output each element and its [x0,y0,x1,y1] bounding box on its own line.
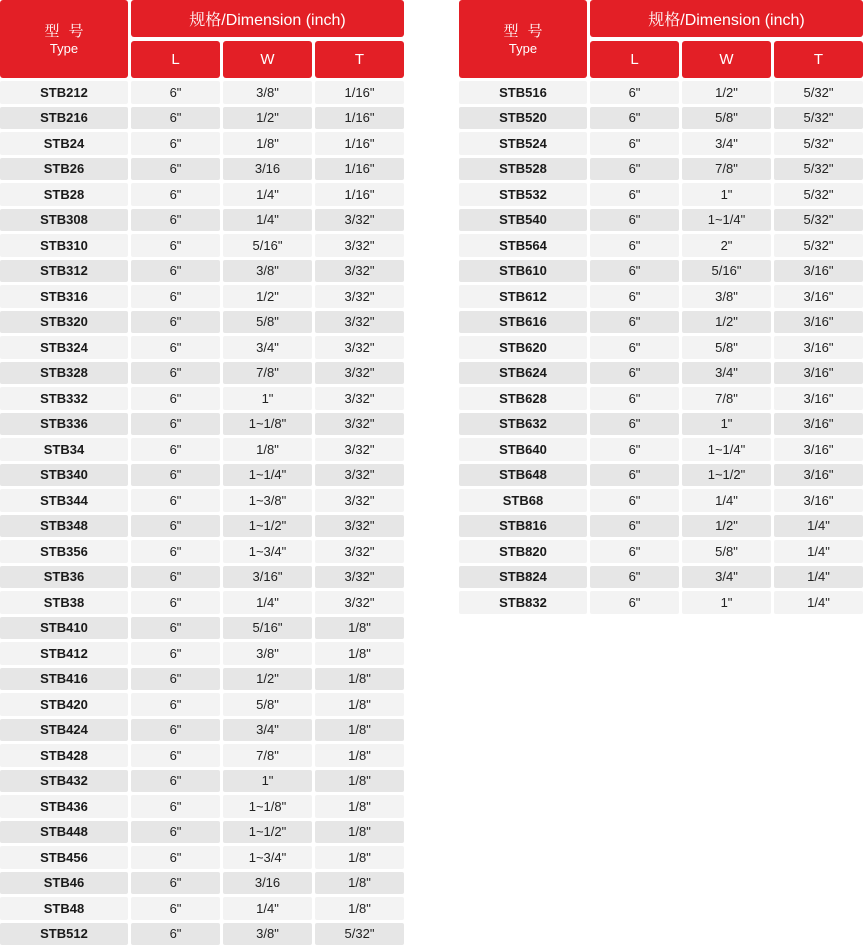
length-cell: 6" [131,540,220,563]
width-cell: 5/8" [223,693,312,716]
width-cell: 1/4" [223,209,312,232]
thickness-cell: 3/32" [315,234,404,257]
length-cell: 6" [131,617,220,640]
width-cell: 3/4" [682,132,771,155]
length-cell: 6" [590,183,679,206]
width-cell: 1~1/4" [223,464,312,487]
thickness-cell: 3/32" [315,540,404,563]
width-cell: 5/16" [223,617,312,640]
type-cell: STB628 [459,387,587,410]
width-cell: 7/8" [682,158,771,181]
thickness-cell: 3/32" [315,464,404,487]
thickness-cell: 3/32" [315,387,404,410]
thickness-cell: 1/8" [315,897,404,920]
type-cell: STB46 [0,872,128,895]
length-cell: 6" [131,770,220,793]
length-cell: 6" [590,107,679,130]
length-cell: 6" [131,744,220,767]
length-cell: 6" [131,81,220,104]
type-cell: STB412 [0,642,128,665]
width-cell: 1/2" [682,81,771,104]
length-cell: 6" [131,260,220,283]
length-cell: 6" [131,668,220,691]
length-cell: 6" [590,311,679,334]
spec-table-right [459,0,863,614]
width-cell: 5/8" [682,540,771,563]
length-cell: 6" [131,132,220,155]
width-cell: 1/8" [223,132,312,155]
thickness-cell: 5/32" [774,81,863,104]
thickness-cell: 3/16" [774,387,863,410]
thickness-cell: 1/4" [774,591,863,614]
width-cell: 5/16" [223,234,312,257]
width-cell: 3/8" [682,285,771,308]
type-cell: STB624 [459,362,587,385]
width-cell: 1" [682,413,771,436]
type-cell: STB36 [0,566,128,589]
width-cell: 1/2" [223,285,312,308]
length-cell: 6" [590,81,679,104]
width-cell: 5/8" [223,311,312,334]
length-cell: 6" [590,158,679,181]
length-cell: 6" [131,719,220,742]
type-cell: STB68 [459,489,587,512]
width-cell: 1/4" [223,183,312,206]
thickness-cell: 1/4" [774,540,863,563]
type-cell: STB420 [0,693,128,716]
length-cell: 6" [590,413,679,436]
thickness-cell: 3/16" [774,336,863,359]
width-cell: 7/8" [223,362,312,385]
type-cell: STB48 [0,897,128,920]
thickness-cell: 1/4" [774,566,863,589]
length-cell: 6" [131,489,220,512]
width-cell: 1/2" [682,311,771,334]
width-cell: 1~3/8" [223,489,312,512]
length-cell: 6" [131,285,220,308]
thickness-cell: 5/32" [774,234,863,257]
type-cell: STB344 [0,489,128,512]
thickness-cell: 5/32" [774,158,863,181]
thickness-cell: 3/32" [315,591,404,614]
type-cell: STB216 [0,107,128,130]
width-cell: 1~3/4" [223,540,312,563]
thickness-cell: 3/32" [315,413,404,436]
type-cell: STB38 [0,591,128,614]
length-cell: 6" [590,285,679,308]
width-cell: 3/4" [223,336,312,359]
width-cell: 1/2" [223,668,312,691]
width-cell: 3/16" [223,566,312,589]
length-cell: 6" [590,234,679,257]
length-cell: 6" [131,846,220,869]
type-cell: STB640 [459,438,587,461]
thickness-cell: 1/16" [315,158,404,181]
type-cell: STB520 [459,107,587,130]
dimension-header: 规格/Dimension (inch) [590,0,863,37]
length-cell: 6" [131,897,220,920]
length-cell: 6" [131,234,220,257]
width-cell: 3/4" [682,362,771,385]
type-cell: STB816 [459,515,587,538]
length-cell: 6" [131,464,220,487]
thickness-cell: 1/4" [774,515,863,538]
width-cell: 1/2" [223,107,312,130]
length-cell: 6" [131,591,220,614]
type-cell: STB310 [0,234,128,257]
thickness-cell: 3/32" [315,362,404,385]
type-cell: STB820 [459,540,587,563]
type-cell: STB448 [0,821,128,844]
thickness-cell: 5/32" [774,132,863,155]
type-cell: STB456 [0,846,128,869]
type-cell: STB328 [0,362,128,385]
length-cell: 6" [590,566,679,589]
type-cell: STB424 [0,719,128,742]
type-cell: STB212 [0,81,128,104]
thickness-cell: 3/16" [774,260,863,283]
type-cell: STB336 [0,413,128,436]
thickness-cell: 1/16" [315,183,404,206]
thickness-cell: 3/16" [774,413,863,436]
length-cell: 6" [131,209,220,232]
type-cell: STB564 [459,234,587,257]
length-cell: 6" [590,209,679,232]
length-cell: 6" [590,489,679,512]
type-cell: STB632 [459,413,587,436]
length-cell: 6" [131,387,220,410]
width-cell: 3/8" [223,642,312,665]
dimension-header: 规格/Dimension (inch) [131,0,404,37]
width-cell: 1~1/2" [682,464,771,487]
width-cell: 1/2" [682,515,771,538]
length-cell: 6" [590,464,679,487]
width-cell: 3/16 [223,872,312,895]
length-cell: 6" [131,362,220,385]
length-cell: 6" [590,362,679,385]
length-cell: 6" [131,693,220,716]
thickness-cell: 3/16" [774,489,863,512]
width-cell: 1/4" [223,591,312,614]
type-cell: STB610 [459,260,587,283]
length-cell: 6" [131,515,220,538]
width-cell: 3/4" [682,566,771,589]
type-cell: STB312 [0,260,128,283]
thickness-cell: 1/16" [315,81,404,104]
length-cell: 6" [131,566,220,589]
thickness-cell: 1/8" [315,872,404,895]
thickness-cell: 3/32" [315,260,404,283]
length-cell: 6" [590,387,679,410]
type-cell: STB432 [0,770,128,793]
col-header-t: T [774,41,863,78]
length-cell: 6" [590,336,679,359]
width-cell: 1/4" [223,897,312,920]
type-cell: STB648 [459,464,587,487]
type-cell: STB348 [0,515,128,538]
length-cell: 6" [131,923,220,946]
width-cell: 3/4" [223,719,312,742]
width-cell: 5/8" [682,336,771,359]
width-cell: 5/8" [682,107,771,130]
width-cell: 7/8" [223,744,312,767]
thickness-cell: 1/8" [315,795,404,818]
length-cell: 6" [590,540,679,563]
length-cell: 6" [131,183,220,206]
type-cell: STB24 [0,132,128,155]
type-cell: STB316 [0,285,128,308]
type-cell: STB410 [0,617,128,640]
type-header [459,0,587,78]
type-cell: STB26 [0,158,128,181]
width-cell: 3/8" [223,81,312,104]
thickness-cell: 3/32" [315,566,404,589]
thickness-cell: 5/32" [774,209,863,232]
thickness-cell: 3/32" [315,438,404,461]
length-cell: 6" [131,336,220,359]
length-cell: 6" [590,591,679,614]
type-cell: STB332 [0,387,128,410]
width-cell: 1" [682,183,771,206]
length-cell: 6" [131,107,220,130]
type-cell: STB528 [459,158,587,181]
type-cell: STB28 [0,183,128,206]
thickness-cell: 3/32" [315,285,404,308]
width-cell: 3/8" [223,923,312,946]
width-cell: 1" [223,387,312,410]
width-cell: 5/16" [682,260,771,283]
thickness-cell: 5/32" [774,107,863,130]
type-cell: STB320 [0,311,128,334]
width-cell: 2" [682,234,771,257]
width-cell: 1~1/4" [682,209,771,232]
type-cell: STB620 [459,336,587,359]
thickness-cell: 1/8" [315,744,404,767]
width-cell: 1/8" [223,438,312,461]
thickness-cell: 3/16" [774,362,863,385]
length-cell: 6" [131,311,220,334]
thickness-cell: 1/8" [315,770,404,793]
width-cell: 7/8" [682,387,771,410]
thickness-cell: 3/32" [315,515,404,538]
type-header-en: Type [49,40,79,56]
length-cell: 6" [590,260,679,283]
type-cell: STB524 [459,132,587,155]
thickness-cell: 1/8" [315,668,404,691]
length-cell: 6" [590,438,679,461]
thickness-cell: 1/8" [315,821,404,844]
thickness-cell: 1/8" [315,693,404,716]
type-header-cn: 型号 [44,22,93,40]
col-header-t: T [315,41,404,78]
width-cell: 1~3/4" [223,846,312,869]
thickness-cell: 1/16" [315,132,404,155]
type-cell: STB428 [0,744,128,767]
length-cell: 6" [131,158,220,181]
type-cell: STB616 [459,311,587,334]
type-cell: STB34 [0,438,128,461]
col-header-l: L [131,41,220,78]
thickness-cell: 3/16" [774,311,863,334]
width-cell: 1~1/4" [682,438,771,461]
width-cell: 1/4" [682,489,771,512]
width-cell: 1" [682,591,771,614]
col-header-w: W [223,41,312,78]
thickness-cell: 5/32" [774,183,863,206]
width-cell: 1~1/8" [223,795,312,818]
length-cell: 6" [131,438,220,461]
type-cell: STB308 [0,209,128,232]
thickness-cell: 3/16" [774,285,863,308]
length-cell: 6" [131,642,220,665]
type-cell: STB356 [0,540,128,563]
length-cell: 6" [131,872,220,895]
type-cell: STB516 [459,81,587,104]
width-cell: 1~1/2" [223,515,312,538]
thickness-cell: 3/32" [315,311,404,334]
length-cell: 6" [590,515,679,538]
type-cell: STB512 [0,923,128,946]
type-cell: STB324 [0,336,128,359]
thickness-cell: 1/8" [315,642,404,665]
width-cell: 1~1/2" [223,821,312,844]
type-header-cn: 型号 [503,22,552,40]
type-cell: STB340 [0,464,128,487]
type-header-en: Type [508,40,538,56]
width-cell: 1~1/8" [223,413,312,436]
thickness-cell: 1/16" [315,107,404,130]
thickness-cell: 3/16" [774,464,863,487]
type-cell: STB612 [459,285,587,308]
thickness-cell: 1/8" [315,846,404,869]
thickness-cell: 1/8" [315,617,404,640]
width-cell: 3/8" [223,260,312,283]
width-cell: 3/16 [223,158,312,181]
type-cell: STB832 [459,591,587,614]
thickness-cell: 3/32" [315,209,404,232]
length-cell: 6" [590,132,679,155]
thickness-cell: 5/32" [315,923,404,946]
spec-table-left [0,0,404,945]
type-cell: STB824 [459,566,587,589]
thickness-cell: 3/32" [315,489,404,512]
col-header-w: W [682,41,771,78]
col-header-l: L [590,41,679,78]
type-header [0,0,128,78]
type-cell: STB532 [459,183,587,206]
type-cell: STB540 [459,209,587,232]
thickness-cell: 3/32" [315,336,404,359]
length-cell: 6" [131,413,220,436]
thickness-cell: 1/8" [315,719,404,742]
thickness-cell: 3/16" [774,438,863,461]
length-cell: 6" [131,821,220,844]
width-cell: 1" [223,770,312,793]
type-cell: STB436 [0,795,128,818]
length-cell: 6" [131,795,220,818]
type-cell: STB416 [0,668,128,691]
